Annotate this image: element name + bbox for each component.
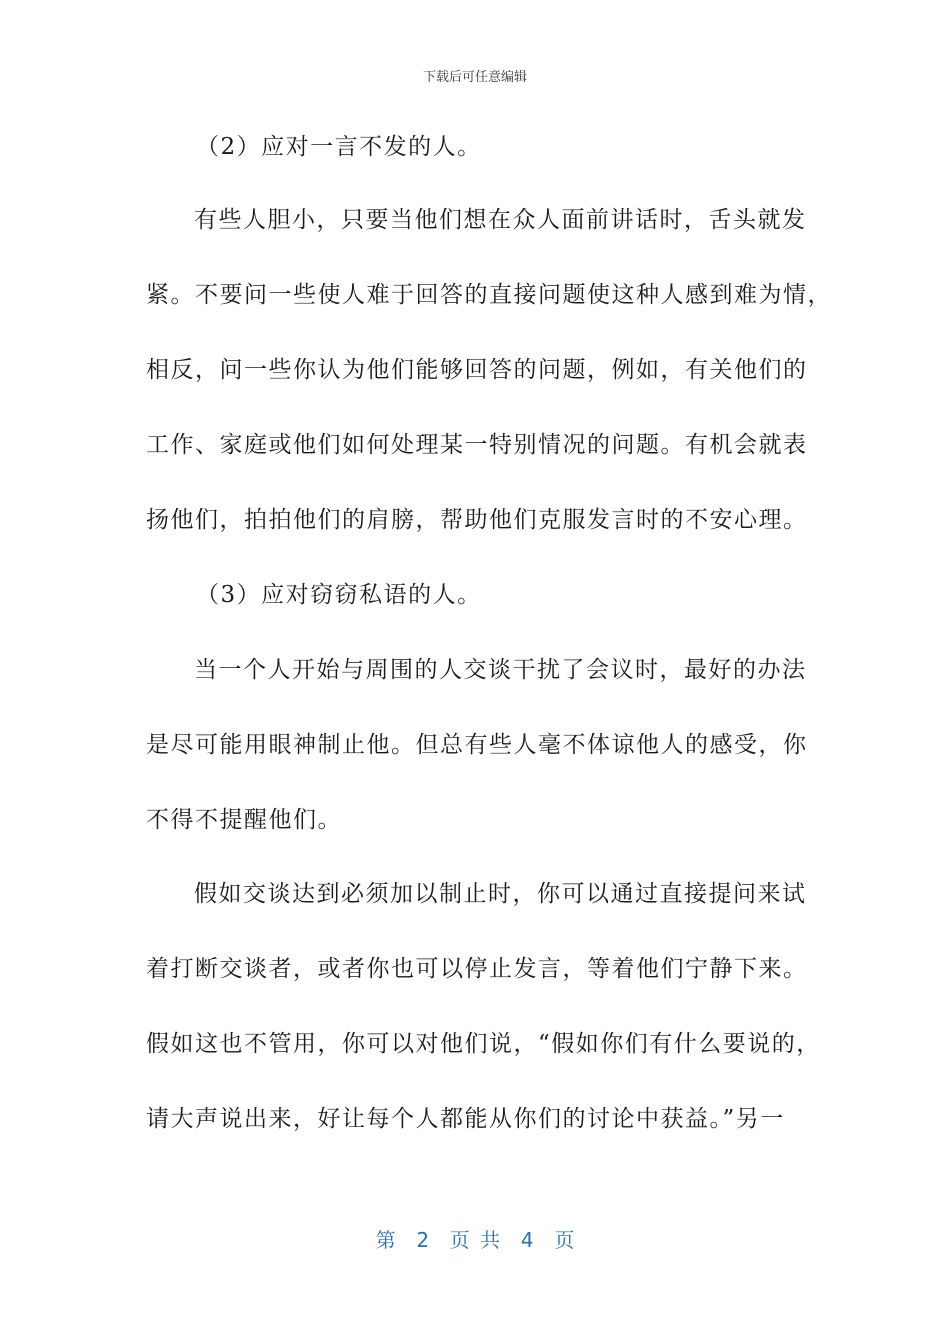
paragraph-line: 假如交谈达到必须加以制止时，你可以通过直接提问来试 xyxy=(194,881,807,907)
paragraph-line: 不得不提醒他们。 xyxy=(146,807,342,833)
page-number-footer xyxy=(0,1224,950,1253)
paragraph-line: 工作、家庭或他们如何处理某一特别情况的问题。有机会就表 xyxy=(146,432,808,458)
page-number-text: 第 2 页 共 4 页 xyxy=(375,1228,575,1252)
paragraph-line: 相反，问一些你认为他们能够回答的问题，例如，有关他们的 xyxy=(146,357,808,383)
paragraph-line: 紧。不要问一些使人难于回答的直接问题使这种人感到难为情， xyxy=(146,282,832,308)
paragraph-line: 假如这也不管用，你可以对他们说，“假如你们有什么要说的， xyxy=(146,1031,821,1057)
paragraph-line: 是尽可能用眼神制止他。但总有些人毫不体谅他人的感受，你 xyxy=(146,732,808,758)
section-heading-3: （3）应对窃窃私语的人。 xyxy=(196,582,482,608)
paragraph-line: 有些人胆小，只要当他们想在众人面前讲话时，舌头就发 xyxy=(194,207,807,233)
paragraph-line: 着打断交谈者，或者你也可以停止发言，等着他们宁静下来。 xyxy=(146,956,808,982)
paragraph-line: 当一个人开始与周围的人交谈干扰了会议时，最好的办法 xyxy=(194,657,807,683)
page-header-note: 下载后可任意编辑 xyxy=(422,70,527,85)
paragraph-line: 请大声说出来，好让每个人都能从你们的讨论中获益。”另一 xyxy=(146,1106,785,1132)
section-heading-2: （2）应对一言不发的人。 xyxy=(196,134,482,160)
paragraph-line: 扬他们，拍拍他们的肩膀，帮助他们克服发言时的不安心理。 xyxy=(146,507,808,533)
